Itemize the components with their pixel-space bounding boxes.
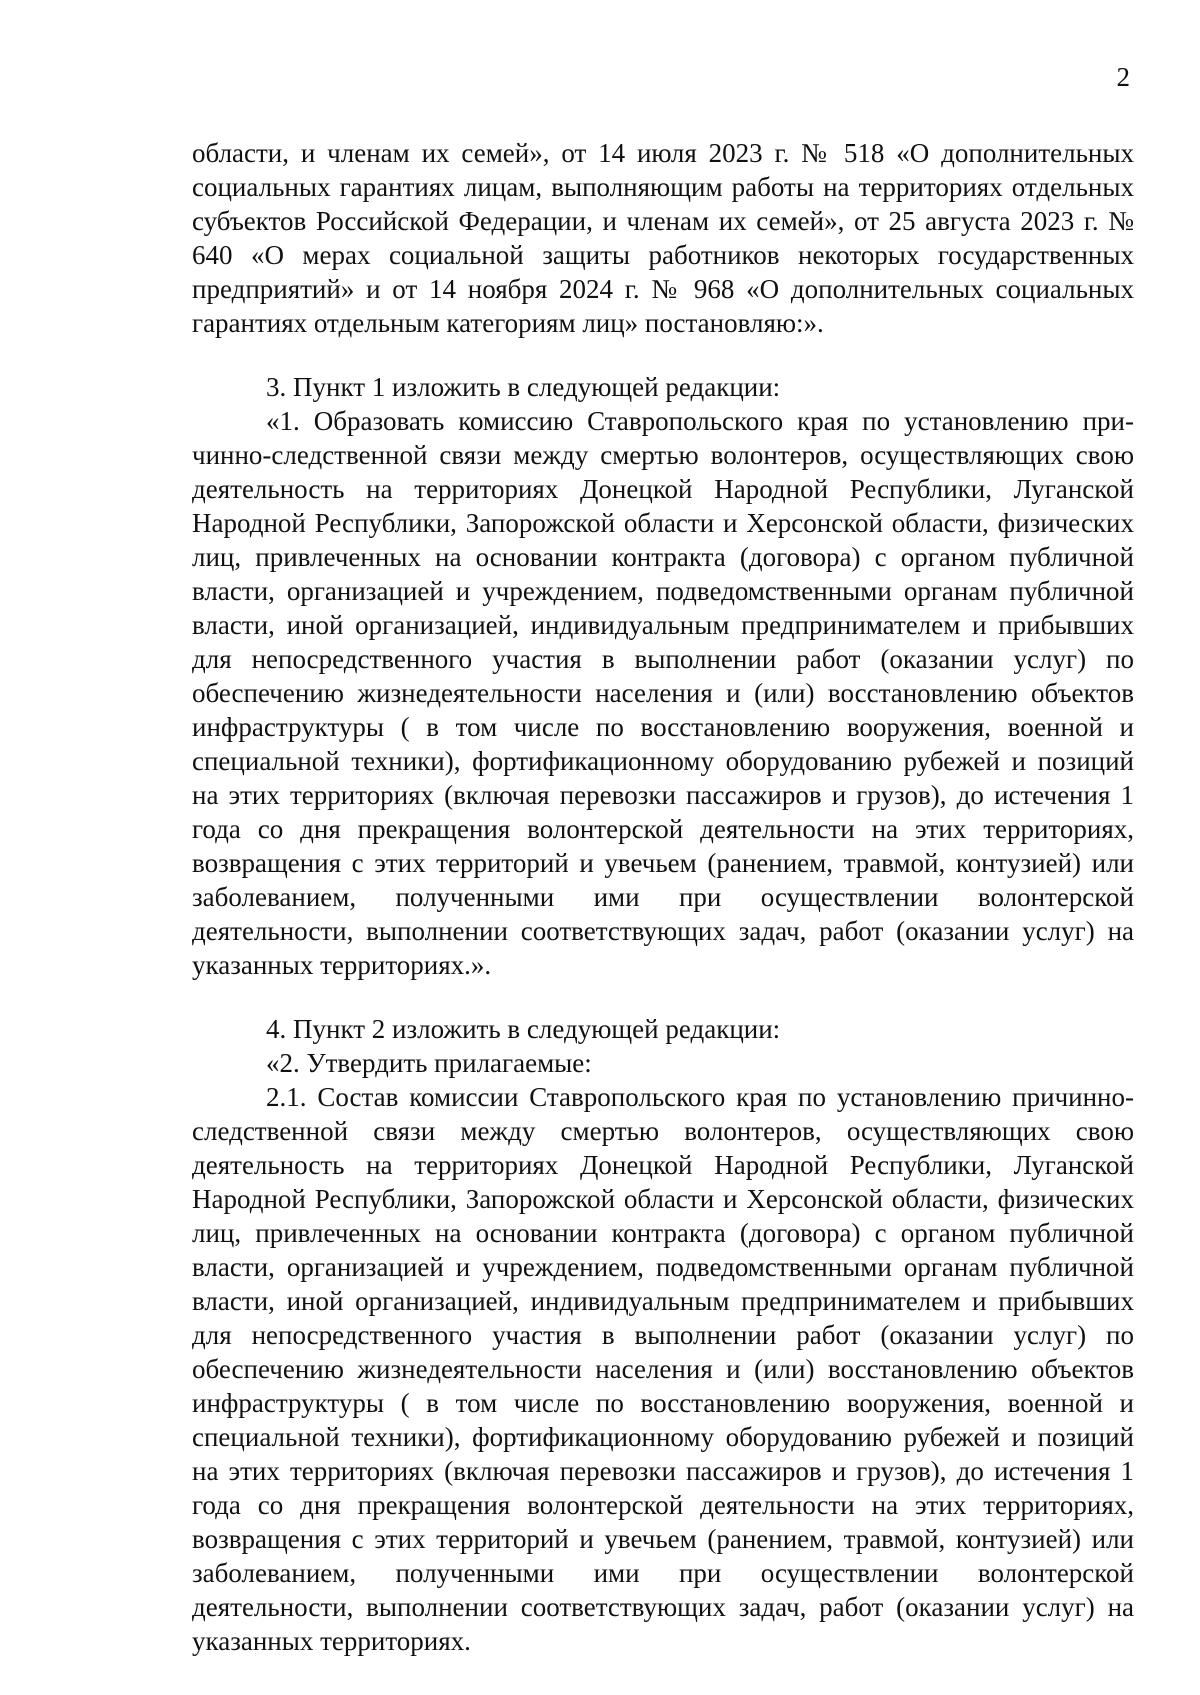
paragraph-item-4-heading: 4. Пункт 2 изложить в следующей редакции: — [266, 1014, 781, 1044]
document-body — [192, 136, 1134, 1658]
paragraph-item-2-1-text: 2.1. Состав комиссии Ставропольского края по установлению причинно-следственной связи между смертью волонтеров, осуществляющих свою деятельность на территориях Донецкой Народной Республики, Луганской Народной Республики, Запорожской области и Херсонской области, физических лиц, привлеченных на основании контракта (договора) с органом публичной власти, организацией и учреждением, подведомственными органам публичной власти, иной организацией, индивидуальным предпринимателем и прибывших для непосредственного участия в выполнении работ (оказании услуг) по обеспечению жизнедеятельности населения и (или) восстановлению объектов инфраструктуры ( в том числе по восстановлению вооружения, военной и специальной техники), фортификационному оборудованию рубежей и позиций на этих территориях (включая перевозки пассажиров и грузов), до истечения 1 года со дня прекращения волонтерской деятельности на этих территориях, возвращения с этих территорий и увечьем (ранением, травмой, контузией) или заболеванием, полученными ими при осуществлении волонтерской деятельности, выполнении соответствующих задач, работ (оказании услуг) на указанных территориях. — [192, 1082, 1134, 1656]
paragraph-intro-continuation: области, и членам их семей», от 14 июля 2023 г. № 518 «О дополнительных социальных гарантиях лицам, выполняющим работы на территориях отдельных субъектов Российской Федерации, и членам их семей», от 25 августа 2023 г. № 640 «О мерах социальной защиты работников некоторых государственных предприятий» и от 14 ноября 2024 г. № 968 «О дополнительных социальных гарантиях отдельным категориям лиц» постановляю:». — [192, 138, 1134, 338]
paragraph-item-2-approve: «2. Утвердить прилагаемые: — [266, 1048, 592, 1078]
page-number: 2 — [1116, 62, 1130, 92]
paragraph-item-1-text: «1. Образовать комиссию Ставропольского края по установлению причинно-следственной связи между смертью волонтеров, осуществляющих свою деятельность на территориях Донецкой Народной Республики, Луганской Народной Республики, Запорожской области и Херсонской области, физических лиц, привлеченных на основании контракта (договора) с органом публичной власти, организацией и учреждением, подведомственными органам публичной власти, иной организацией, индивидуальным предпринимателем и прибывших для непосредственного участия в выполнении работ (оказании услуг) по обеспечению жизнедеятельности населения и (или) восстановлению объектов инфраструктуры ( в том числе по восстановлению вооружения, военной и специальной техники), фортификационному оборудованию рубежей и позиций на этих территориях (включая перевозки пассажиров и грузов), до истечения 1 года со дня прекращения волонтерской деятельности на этих территориях, возвращения с этих территорий и увечьем (ранением, травмой, контузией) или заболеванием, полученными ими при осуществлении волонтерской деятельности, выполнении соответствующих задач, работ (оказании услуг) на указанных территориях.». — [192, 406, 1134, 980]
paragraph-item-3-heading: 3. Пункт 1 изложить в следующей редакции: — [266, 372, 781, 402]
